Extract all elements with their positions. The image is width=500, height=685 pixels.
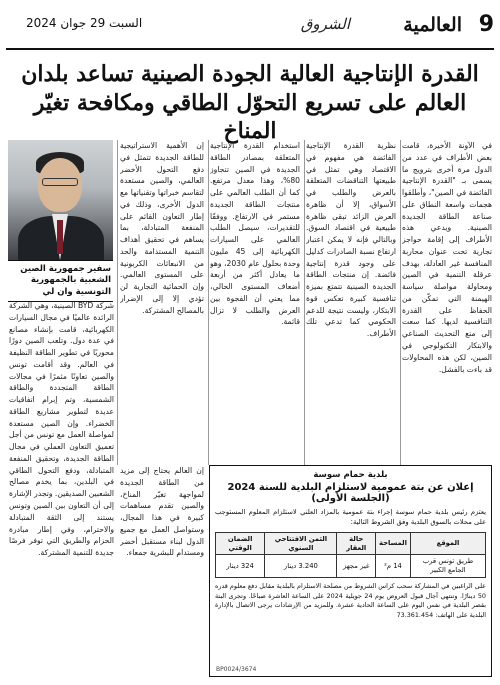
- table-header-cell: المساحة: [376, 532, 411, 555]
- article-column-6: إن العالم يحتاج إلى مزيد من الطاقة الجديدة لمواجهة تغيّر المناخ، والصين تقدم مساهمات كبيرة في هذا المجال، وستواصل العمل مع جميع الدول لبناء مستقبل أخضر ومستدام للبشرية جمعاء.: [120, 466, 204, 558]
- column-divider: [208, 140, 209, 465]
- table-header-cell: الثمن الافتتاحي السنوي: [265, 532, 337, 555]
- article-headline: [8, 60, 492, 146]
- notice-body: على الراغبين في المشاركة سحب كراس الشروط من مصلحة الاستلزام بالبلدية مقابل دفع معلوم قدره 50 دينارًا. وتنتهي آجال قبول العروض يوم 24 جويلية 2024 على الساعة العاشرة صباحًا. وتجرى البتة بقصر البلدية في نفس اليوم على الساعة الحادية عشرة. وللمزيد من الإرشادات يرجى الاتصال بالإدارة البلدية على الهاتف: 73.361.454: [215, 582, 486, 619]
- header-divider: [6, 48, 494, 50]
- column-divider: [117, 140, 118, 465]
- notice-table-header-row: [216, 532, 486, 555]
- article-column-4: إن الأهمية الاستراتيجية للطاقة الجديدة تتمثل في دفع التحول الأخضر العالمي، والصين مستعدة لتقاسم خبراتها وتقنياتها مع الدول الأخرى، وذلك في إطار التعاون القائم على المنفعة المتبادلة، بما يساهم في تحقيق أهداف التنمية المستدامة والحد من الانبعاثات الكربونية على المستوى العالمي. وإن الحمائية التجارية لن تؤدي إلا إلى الإضرار بالمصالح المشتركة.: [120, 141, 204, 315]
- photo-glasses: [42, 178, 78, 186]
- table-row: [216, 555, 486, 578]
- notice-organization: بلدية حمام سوسة: [313, 470, 388, 480]
- ambassador-photo: [8, 140, 113, 260]
- notice-title: إعلان عن بتة عمومية لاستلزام البلدية للسنة 2024 (الجلسة الأولى): [227, 482, 474, 504]
- table-cell: طريق تونس قرب الجامع الكبير: [410, 555, 485, 578]
- article-column-1: في الآونة الأخيرة، قامت بعض الأطراف في عدد من الدول مرة أخرى بترويج ما يسمى بـ "القدرة الإنتاجية الفائضة في الصين"، وأطلقوا هجمات واسعة النطاق على صناعة الطاقة الجديدة الصينية. ويدعي هذه الأطراف إلى إقامة حواجز تجارية تحت عنوان محاربة المنافسة غير العادلة، بهدف عرقلة التنمية في الصين ومحاولة مواصلة سياسة الهيمنة التي تمكّن من الحفاظ على القدرة التنافسية لديها. كما سعت إلى منع التحديث الصناعي والابتكار التكنولوجي في الصين، لكن هذه المحاولات قد باءت بالفشل.: [402, 141, 492, 374]
- municipal-notice: [209, 465, 492, 677]
- headline-line-2: العالم على تسريع التحوّل الطاقي ومكافحة تغيّر المناخ: [33, 89, 467, 145]
- notice-reference: BP0024/3674: [216, 666, 257, 673]
- notice-table: [215, 532, 486, 578]
- table-cell: 14 م²: [376, 555, 411, 578]
- table-header-cell: حالة العقار: [337, 532, 376, 555]
- article-column-2: نظرية القدرة الإنتاجية الفائضة هي مفهوم في الاقتصاد وهي تمثل في طبيعتها التناقضات المتعلقة بالعرض والطلب في الأسواق، إلا أن ظاهرة العرض الزائد تبقى ظاهرة طبيعية في اقتصاد السوق. وبالتالي فإنه لا يمكن اعتبار ارتفاع نسبة الصادرات كدليل على وجود قدرة إنتاجية فائضة. إن منتجات الطاقة الجديدة الصينية تتمتع بميزة تنافسية كبيرة تعكس قوة الابتكار، وليست نتيجة للدعم الحكومي كما تدعي تلك الأطراف.: [306, 141, 396, 339]
- photo-tie: [57, 220, 63, 254]
- column-divider: [304, 140, 305, 465]
- column-divider: [400, 140, 401, 465]
- section-title: العالمية: [403, 14, 462, 36]
- issue-date: السبت 29 جوان 2024: [26, 16, 143, 30]
- page-number: 9: [478, 12, 494, 37]
- article-column-5: شركة BYD الصينية، وهي الشركة الرائدة عالميًا في مجال السيارات الكهربائية، قامت بإنشاء مصانع في عدة دول. وتلعب الصين دورًا محوريًا في تطوير الطاقة النظيفة في العالم. وقد أقامت تونس والصين تعاونًا مثمرًا في مجالات الطاقة المتجددة والطاقة الشمسية، وتم إبرام اتفاقيات عديدة لتطوير مشاريع الطاقة الخضراء. وإن الصين مستعدة لمواصلة العمل مع تونس من أجل تعميق التعاون العملي في مجال الطاقة الجديدة، وتحقيق المنفعة المتبادلة، ودفع التحول الطاقي في البلدين، بما يخدم مصالح الشعبين الصديقين. وتجدر الإشارة إلى أن التعاون بين الصين وتونس يستند إلى الثقة المتبادلة والاحترام، وفي إطار مبادرة الحزام والطريق التي توفر فرصًا جديدة للتنمية المشتركة.: [9, 301, 114, 558]
- table-cell: 3.240 دينار: [265, 555, 337, 578]
- headline-line-1: القدرة الإنتاجية العالية الجودة الصينية تساعد بلدان: [21, 61, 479, 87]
- photo-caption: سفير جمهورية الصين الشعبية بالجمهورية التونسية وان لي: [8, 260, 113, 302]
- masthead: [0, 0, 500, 56]
- table-cell: 324 دينار: [216, 555, 265, 578]
- table-header-cell: الضمان الوقتي: [216, 532, 265, 555]
- newspaper-logo: الشروق: [300, 15, 350, 33]
- table-cell: غير مجهز: [337, 555, 376, 578]
- table-header-cell: الموقع: [410, 532, 485, 555]
- article-column-3: استخدام القدرة الإنتاجية المتعلقة بمصادر الطاقة الجديدة في الصين تتجاوز 80%، وهذا معدل مرتفع. كما أن الطلب العالمي على منتجات الطاقة الجديدة مستمر في الارتفاع. ووفقًا للتقديرات، سيصل الطلب العالمي على السيارات الكهربائية إلى 45 مليون وحدة بحلول عام 2030، وهو ما يعادل أكثر من أربعة أضعاف المستوى الحالي، مما يعني أن الفجوة بين العرض والطلب لا تزال قائمة.: [210, 141, 300, 327]
- notice-intro: يعتزم رئيس بلدية حمام سوسة إجراء بتة عمومية بالمزاد العلني لاستلزام المعلوم المستوجب على محلات بالسوق البلدية وفق الشروط التالية:: [215, 508, 486, 526]
